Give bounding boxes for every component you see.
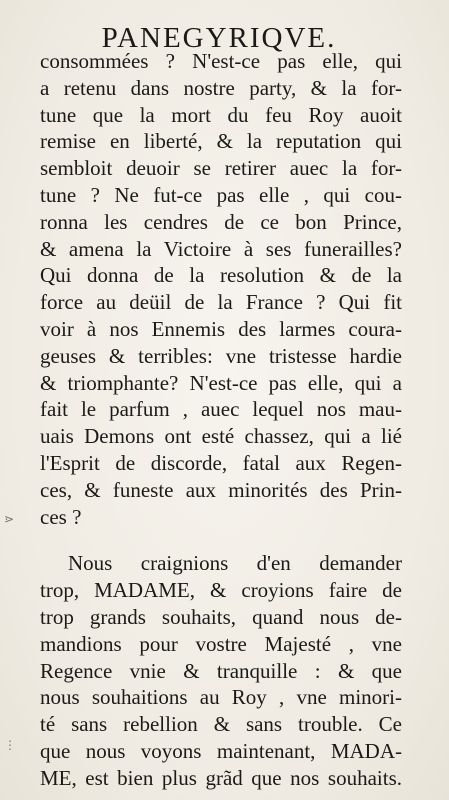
- text-line: ME, est bien plus grãd que nos souhaits.: [40, 765, 402, 790]
- paragraph-gap: [40, 530, 402, 550]
- text-line: trop grands souhaits, quand nous de-: [40, 604, 402, 629]
- text-line: Regence vnie & tranquille : & que: [40, 658, 402, 683]
- margin-mark-icon: ⋮: [4, 738, 16, 752]
- paragraph-1: [40, 48, 402, 530]
- text-line: tune ? Ne fut-ce pas elle , qui cou-: [40, 182, 402, 207]
- text-line: & amena la Victoire à ses funerailles?: [40, 236, 402, 261]
- paragraph-2: [40, 550, 402, 791]
- text-line: & triomphante? N'est-ce pas elle, qui a: [40, 370, 402, 395]
- text-line: remise en liberté, & la reputation qui: [40, 129, 402, 154]
- text-line: tune que la mort du feu Roy auoit: [40, 102, 402, 127]
- text-line: fait le parfum , auec lequel nos mau-: [40, 397, 402, 422]
- text-line: l'Esprit de discorde, fatal aux Regen-: [40, 450, 402, 475]
- margin-mark-icon: ⋗: [4, 512, 15, 526]
- text-line: ronna les cendres de ce bon Prince,: [40, 209, 402, 234]
- text-line: geuses & terribles: vne tristesse hardie: [40, 343, 402, 368]
- text-line: Qui donna de la resolution & de la: [40, 263, 402, 288]
- running-head: PANEGYRIQVE.: [101, 22, 337, 54]
- text-line: a retenu dans nostre party, & la for-: [40, 75, 402, 100]
- text-line: force au deüil de la France ? Qui fit: [40, 290, 402, 315]
- text-line: ces ?: [40, 504, 82, 529]
- text-line: té sans rebellion & sans trouble. Ce: [40, 712, 402, 737]
- text-line: Nous craignions d'en demander: [68, 551, 402, 576]
- text-line: consommées ? N'est-ce pas elle, qui: [40, 49, 402, 73]
- text-line: voir à nos Ennemis des larmes coura-: [40, 316, 402, 341]
- text-line: ces, & funeste aux minorités des Prin-: [40, 477, 402, 502]
- text-line: sembloit deuoir se retirer auec la for-: [40, 156, 402, 181]
- text-line: que nous voyons maintenant, MADA-: [40, 738, 402, 763]
- body-text: [40, 48, 402, 792]
- text-line: uais Demons ont esté chassez, qui a lié: [40, 424, 402, 449]
- text-line: mandions pour vostre Majesté , vne: [40, 631, 402, 656]
- text-line: trop, MADAME, & croyions faire de: [40, 578, 402, 603]
- text-line: nous souhaitions au Roy , vne minori-: [40, 685, 402, 710]
